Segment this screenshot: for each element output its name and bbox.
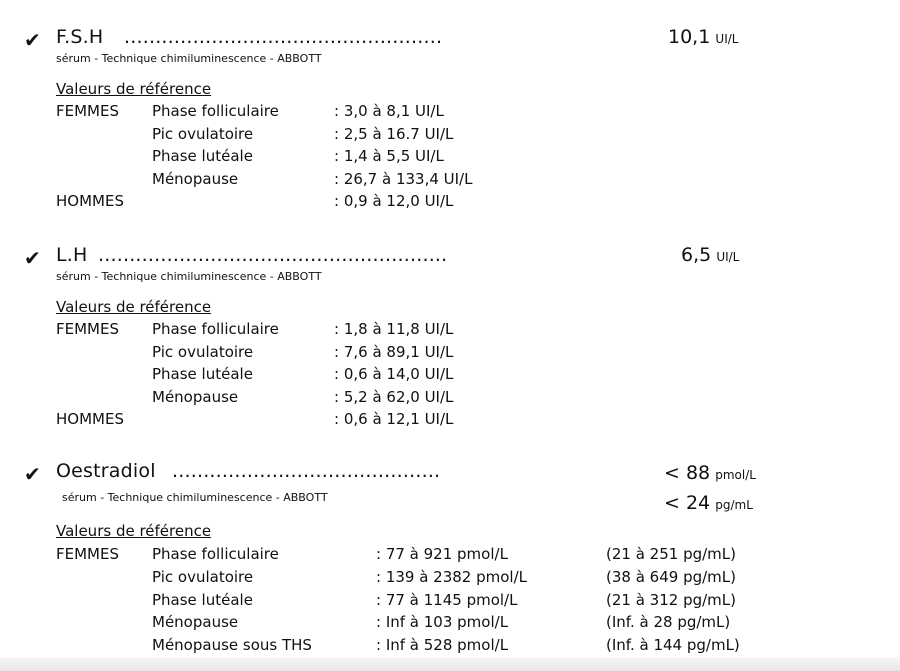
sex-label: FEMMES [56,320,119,338]
result-value: 6,5 UI/L [681,244,740,266]
method-note: sérum - Technique chimiluminescence - ABBOTT [56,270,322,283]
reference-range: : 0,9 à 12,0 UI/L [334,192,454,210]
reference-range: : Inf à 103 pmol/L [376,613,509,631]
reference-range-alt: (38 à 649 pg/mL) [606,568,736,586]
test-name: L.H [56,244,88,266]
reference-range: : Inf à 528 pmol/L [376,636,509,654]
check-icon: ✔ [24,246,41,270]
test-name: Oestradiol [56,460,156,482]
reference-title: Valeurs de référence [56,522,212,540]
reference-range-alt: (Inf. à 28 pg/mL) [606,613,731,631]
phase-label: Pic ovulatoire [152,343,254,361]
reference-range-alt: (Inf. à 144 pg/mL) [606,636,740,654]
reference-range: : 2,5 à 16.7 UI/L [334,125,454,143]
check-icon: ✔ [24,462,41,486]
reference-range: : 1,8 à 11,8 UI/L [334,320,454,338]
method-note: sérum - Technique chimiluminescence - ABBOTT [56,52,322,65]
reference-range: : 77 à 921 pmol/L [376,545,508,563]
phase-label: Phase folliculaire [152,320,279,338]
phase-label: Ménopause [152,613,239,631]
reference-range: : 3,0 à 8,1 UI/L [334,102,444,120]
reference-range: : 5,2 à 62,0 UI/L [334,388,454,406]
reference-range: : 0,6 à 14,0 UI/L [334,365,454,383]
phase-label: Phase folliculaire [152,102,279,120]
sex-label: HOMMES [56,192,124,210]
phase-label: Phase lutéale [152,591,253,609]
reference-range-alt: (21 à 251 pg/mL) [606,545,736,563]
phase-label: Phase lutéale [152,365,253,383]
check-icon: ✔ [24,28,41,52]
page-bottom-edge [0,657,900,671]
reference-range: : 139 à 2382 pmol/L [376,568,528,586]
reference-range: : 77 à 1145 pmol/L [376,591,518,609]
reference-range: : 0,6 à 12,1 UI/L [334,410,454,428]
reference-range: : 26,7 à 133,4 UI/L [334,170,473,188]
leader-dots: ........................................... [172,460,441,482]
reference-range: : 1,4 à 5,5 UI/L [334,147,444,165]
phase-label: Pic ovulatoire [152,568,254,586]
leader-dots: ................................................... [124,26,443,48]
result-value: 10,1 UI/L [668,26,739,48]
sex-label: FEMMES [56,102,119,120]
test-name: F.S.H [56,26,104,48]
phase-label: Pic ovulatoire [152,125,254,143]
phase-label: Ménopause sous THS [152,636,312,654]
reference-title: Valeurs de référence [56,298,212,316]
reference-range-alt: (21 à 312 pg/mL) [606,591,736,609]
phase-label: Ménopause [152,388,239,406]
sex-label: HOMMES [56,410,124,428]
phase-label: Ménopause [152,170,239,188]
sex-label: FEMMES [56,545,119,563]
phase-label: Phase folliculaire [152,545,279,563]
method-note: sérum - Technique chimiluminescence - ABBOTT [62,491,328,504]
result-value: < 88 pmol/L [664,462,756,484]
phase-label: Phase lutéale [152,147,253,165]
result-value: < 24 pg/mL [664,492,753,514]
reference-range: : 7,6 à 89,1 UI/L [334,343,454,361]
reference-title: Valeurs de référence [56,80,212,98]
leader-dots: ........................................................ [98,244,448,266]
